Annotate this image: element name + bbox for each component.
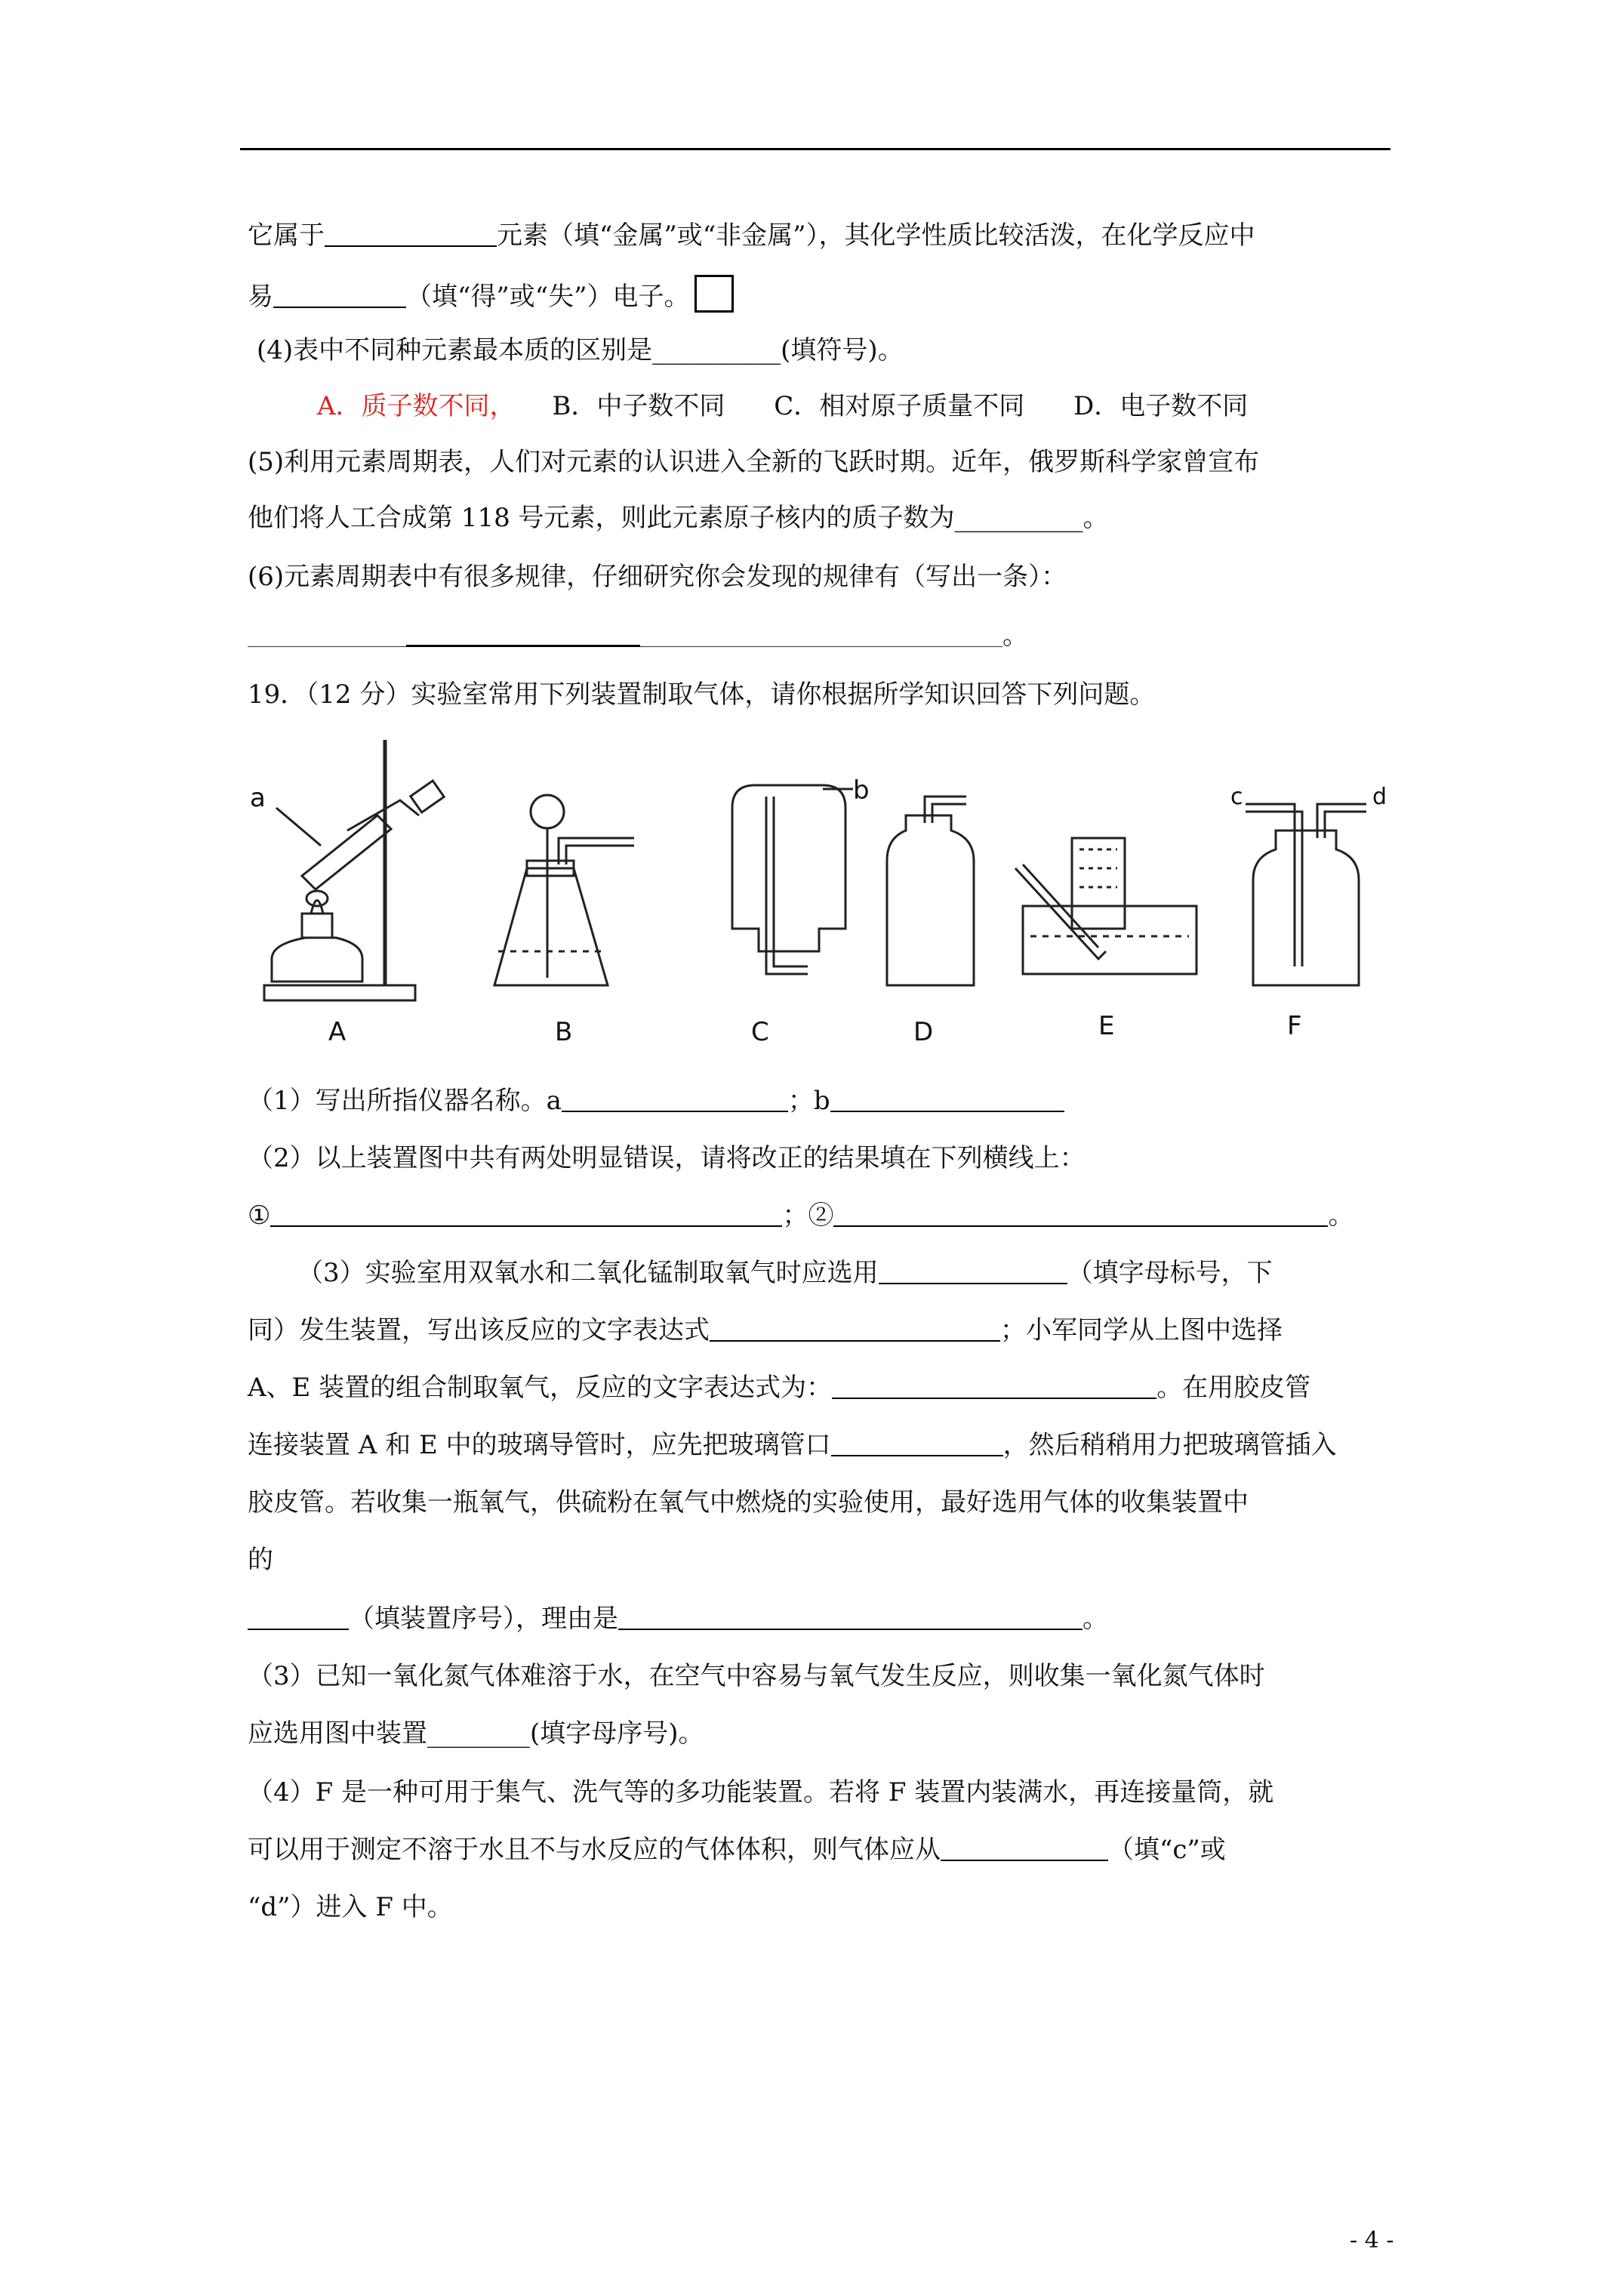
answer-blank[interactable] (273, 284, 406, 308)
text: 它属于 (248, 220, 325, 251)
answer-blank-a[interactable] (562, 1088, 788, 1112)
apparatus-svg (249, 725, 1427, 1057)
answer-blank[interactable] (832, 1375, 1156, 1399)
q19-p3-line6: 的 (248, 1545, 273, 1575)
answer-blank-b[interactable] (830, 1088, 1064, 1112)
option-b[interactable]: B．中子数不同 (552, 391, 725, 421)
label-c: C (751, 1017, 769, 1047)
pointer-b: b (853, 775, 870, 806)
apparatus-a (264, 740, 444, 1000)
empty-box (694, 275, 734, 313)
answer-blank[interactable] (879, 1260, 1067, 1284)
header-rule (240, 148, 1390, 150)
text: 。 (1083, 1604, 1108, 1634)
q19-p3-line4 (248, 1428, 1337, 1462)
answer-blank[interactable] (640, 624, 1002, 647)
text: 易 (248, 282, 273, 312)
text: ；b (787, 1086, 830, 1116)
label-b: B (555, 1017, 573, 1047)
q19-p4-line3: “d”）进入 F 中。 (248, 1892, 453, 1922)
q19-p3-line3 (248, 1371, 1310, 1404)
text: ，然后稍稍用力把玻璃管插入 (1002, 1430, 1337, 1460)
q19-p3-line7 (248, 1602, 1108, 1635)
q19-p4-line2 (248, 1833, 1226, 1866)
text: 元素（填“金属”或“非金属”），其化学性质比较活泼，在化学反应中 (497, 220, 1255, 251)
text: （填“c”或 (1108, 1835, 1226, 1865)
page-number: - 4 - (1350, 2227, 1394, 2254)
text: 连接装置 A 和 E 中的玻璃导管时，应先把玻璃管口 (248, 1430, 831, 1460)
q19-p3-line2 (248, 1314, 1283, 1347)
q19-p1 (248, 1084, 1064, 1117)
text: 。在用胶皮管 (1156, 1373, 1311, 1403)
tube-c-label: c (1230, 784, 1243, 810)
q18-p5-line1: (5)利用元素周期表，人们对元素的认识进入全新的飞跃时期。近年，俄罗斯科学家曾宣布 (248, 447, 1260, 477)
label-a: A (328, 1017, 346, 1047)
option-d[interactable]: D．电子数不同 (1073, 391, 1249, 421)
text: ；小军同学从上图中选择 (1000, 1315, 1283, 1345)
label-e: E (1098, 1011, 1115, 1041)
answer-blank[interactable] (831, 1432, 1003, 1456)
q19-title: 19．（12 分）实验室常用下列装置制取气体，请你根据所学知识回答下列问题。 (248, 680, 1156, 710)
answer-blank-2[interactable] (833, 1203, 1328, 1227)
q19-p3-line1 (297, 1256, 1273, 1290)
q18-p5-line2: 他们将人工合成第 118 号元素，则此元素原子核内的质子数为__________。 (248, 503, 1109, 533)
option-c[interactable]: C．相对原子质量不同 (774, 391, 1025, 421)
text: 可以用于测定不溶于水且不与水反应的气体体积，则气体应从 (248, 1835, 941, 1865)
q19-p4-line1: （4）F 是一种可用于集气、洗气等的多功能装置。若将 F 装置内装满水，再连接量筒，就 (248, 1777, 1274, 1808)
q18-p6-line2 (248, 619, 1028, 652)
label-d: D (913, 1017, 934, 1047)
text: （填“得”或“失”）电子。 (406, 282, 690, 312)
text: A、E 装置的组合制取氧气，反应的文字表达式为： (248, 1373, 833, 1403)
q18-p4-options (317, 390, 1248, 423)
apparatus-d (887, 797, 974, 985)
answer-blank-1[interactable] (270, 1203, 782, 1227)
q19-p3b-line2: 应选用图中装置________(填字母序号)。 (248, 1718, 704, 1749)
answer-blank[interactable] (325, 223, 497, 247)
answer-blank[interactable] (618, 1606, 1083, 1630)
apparatus-figure (249, 725, 1427, 1057)
label-f: F (1287, 1011, 1302, 1041)
text: ① (248, 1200, 271, 1231)
q18-p3-line1 (248, 219, 1255, 252)
q18-p6-line1: (6)元素周期表中有很多规律，仔细研究你会发现的规律有（写出一条）： (248, 562, 1067, 592)
q19-p2-answers (248, 1199, 1354, 1232)
option-a[interactable]: A．质子数不同， (317, 391, 516, 421)
q18-p4-stem: (4)表中不同种元素最本质的区别是__________(填符号)。 (257, 335, 904, 365)
answer-blank[interactable] (248, 1606, 349, 1630)
text: 。 (1002, 621, 1028, 651)
text: （填字母标号，下 (1067, 1258, 1273, 1288)
text: ；② (782, 1200, 834, 1231)
q19-p3-line5: 胶皮管。若收集一瓶氧气，供硫粉在氧气中燃烧的实验使用，最好选用气体的收集装置中 (248, 1487, 1249, 1518)
text: 。 (1328, 1200, 1354, 1231)
apparatus-e (1015, 838, 1196, 974)
answer-blank[interactable] (248, 624, 406, 647)
pointer-a: a (250, 783, 266, 813)
q19-p2: （2）以上装置图中共有两处明显错误，请将改正的结果填在下列横线上： (248, 1143, 1086, 1173)
q19-p3b-line1: （3）已知一氧化氮气体难溶于水，在空气中容易与氧气发生反应，则收集一氧化氮气体时 (248, 1661, 1265, 1691)
text: （1）写出所指仪器名称。a (248, 1086, 562, 1116)
text: 同）发生装置，写出该反应的文字表达式 (248, 1315, 710, 1345)
text: （3）实验室用双氧水和二氧化锰制取氧气时应选用 (297, 1258, 879, 1288)
tube-d-label: d (1372, 784, 1387, 810)
apparatus-b (494, 795, 634, 985)
apparatus-c (732, 785, 853, 974)
q18-p3-line2 (248, 275, 734, 313)
text: （填装置序号），理由是 (349, 1604, 618, 1634)
answer-blank[interactable] (941, 1837, 1108, 1861)
apparatus-f (1246, 804, 1366, 985)
answer-blank[interactable] (406, 622, 640, 647)
answer-blank[interactable] (710, 1318, 1000, 1342)
